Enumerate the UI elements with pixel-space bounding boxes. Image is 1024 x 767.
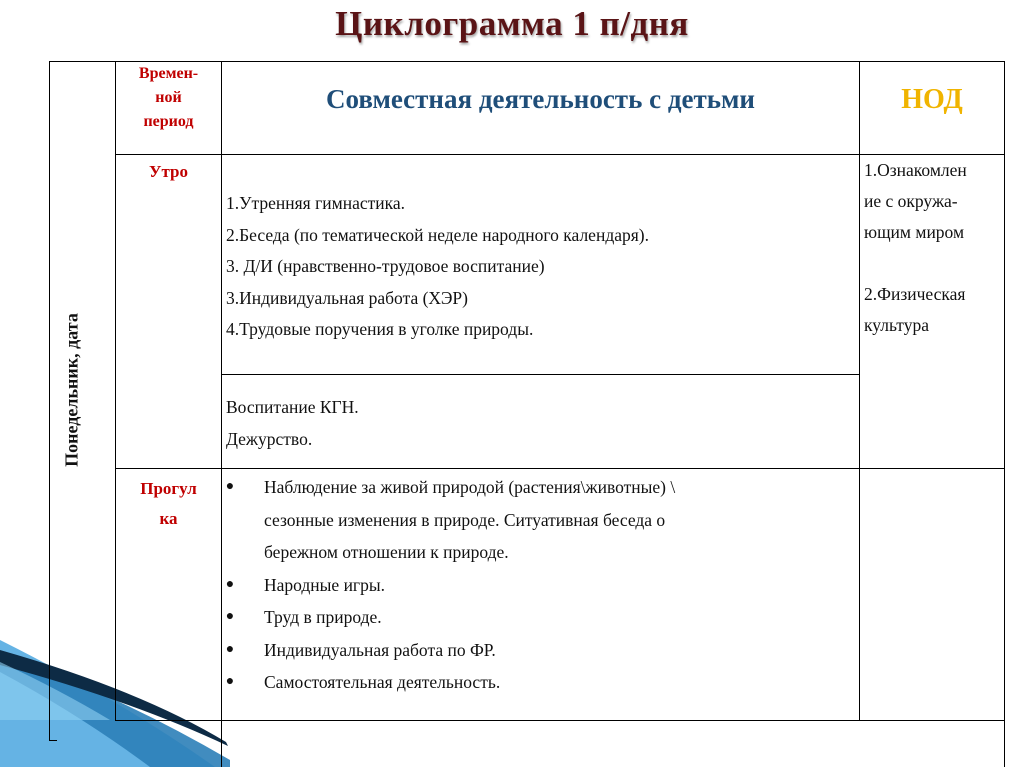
nod-line: ющим миром xyxy=(864,222,965,242)
morning-activity-item: 2.Беседа (по тематической неделе народного календаря). xyxy=(226,224,649,245)
walk-activity-line: бережном отношении к природе. xyxy=(264,542,509,562)
morning-activities xyxy=(226,188,649,346)
nod-line xyxy=(864,248,967,279)
morning-nod xyxy=(864,155,967,341)
nod-line: ие с окружа- xyxy=(864,191,958,211)
morning-activity-item: 3.Индивидуальная работа (ХЭР) xyxy=(226,287,468,308)
morning-period-label: Утро xyxy=(149,162,188,181)
walk-period-label xyxy=(116,474,221,534)
walk-activity-item xyxy=(224,569,854,602)
morning-activity-item: 1.Утренняя гимнастика. xyxy=(226,193,406,213)
bullet-icon: ● xyxy=(225,609,235,624)
walk-activities xyxy=(224,471,854,699)
page-title: Циклограмма 1 п/дня xyxy=(335,4,689,43)
walk-activity-item xyxy=(224,471,854,569)
walk-activity-line: Самостоятельная деятельность. xyxy=(264,672,501,692)
morning-routine-item: Дежурство. xyxy=(226,428,313,449)
walk-activity-line: Труд в природе. xyxy=(264,607,382,627)
nod-line: 1.Ознакомлен xyxy=(864,160,967,180)
walk-activity-item xyxy=(224,601,854,634)
time-period-header-line: Времен- xyxy=(138,65,199,82)
bullet-icon: ● xyxy=(225,641,235,657)
time-period-header-line: ной xyxy=(155,89,182,106)
bullet-icon: ● xyxy=(225,479,235,494)
walk-period-line: ка xyxy=(159,509,178,528)
walk-activity-line: Народные игры. xyxy=(264,574,385,595)
nod-line: культура xyxy=(864,315,929,335)
time-period-header-line: период xyxy=(143,113,194,130)
bullet-icon: ● xyxy=(225,674,235,689)
walk-activity-line: Наблюдение за живой природой (растения\животные) \ xyxy=(264,477,676,497)
nod-line: 2.Физическая xyxy=(864,284,966,304)
morning-activity-item: 4.Трудовые поручения в уголке природы. xyxy=(226,319,534,339)
nod-header: НОД xyxy=(901,84,963,115)
walk-activity-line: сезонные изменения в природе. Ситуативная беседа о xyxy=(264,509,666,530)
morning-routine xyxy=(226,392,359,455)
walk-period-line: Прогул xyxy=(140,479,197,498)
morning-routine-item: Воспитание КГН. xyxy=(226,397,359,417)
bullet-icon: ● xyxy=(225,576,235,592)
walk-activity-item xyxy=(224,666,854,699)
walk-activity-line: Индивидуальная работа по ФР. xyxy=(264,639,496,660)
joint-activity-header: Совместная деятельность с детьми xyxy=(326,84,755,114)
time-period-header xyxy=(116,62,221,134)
walk-activity-item xyxy=(224,634,854,667)
morning-activity-item: 3. Д/И (нравственно-трудовое воспитание) xyxy=(226,256,545,276)
day-date-label: Понедельник, дата xyxy=(61,313,82,467)
